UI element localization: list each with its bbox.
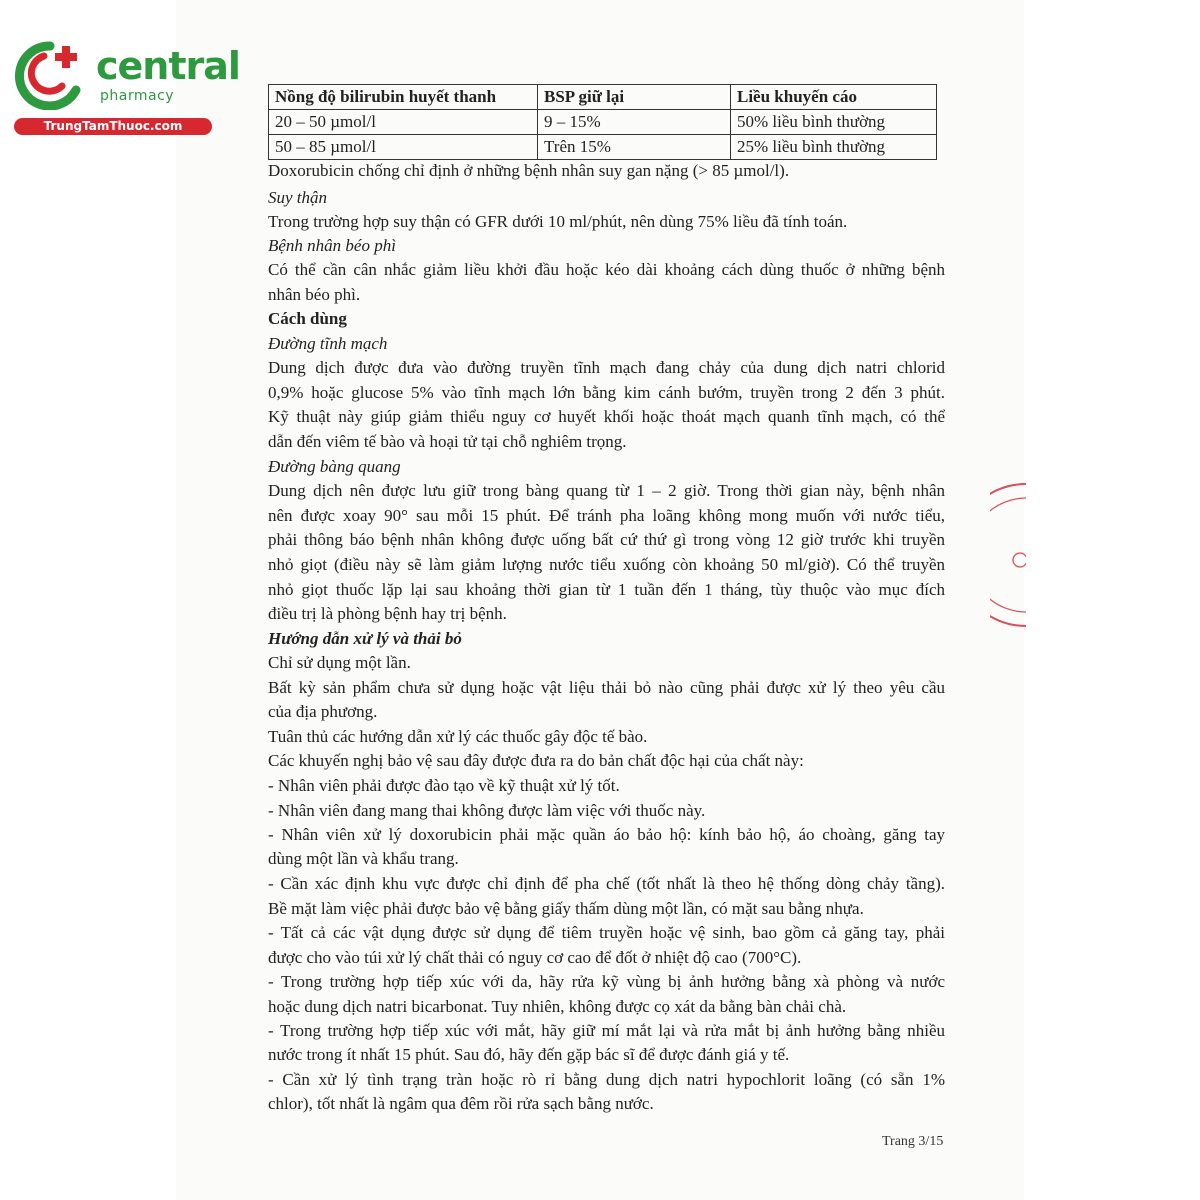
table-cell: 50% liều bình thường: [731, 110, 937, 135]
logo-mark-icon: [10, 38, 86, 110]
section-heading: Hướng dẫn xử lý và thải bỏ: [268, 629, 462, 648]
paragraph-line: 0,9% hoặc glucose 5% vào tĩnh mạch lớn bằng kim cánh bướm, truyền trong 2 đến 3 phút.: [268, 383, 945, 402]
paragraph-line: phải thông báo bệnh nhân không được uống bất cứ thứ gì trong vòng 12 giờ trước khi truyền: [268, 530, 945, 549]
paragraph-line: Dung dịch nên được lưu giữ trong bàng quang từ 1 – 2 giờ. Trong thời gian này, bệnh nhân: [268, 481, 945, 500]
paragraph-line: hoặc dung dịch natri bicarbonat. Tuy nhiên, không được cọ xát da bằng bàn chải chà.: [268, 997, 847, 1016]
table-header-row: [269, 85, 937, 110]
table-row: [269, 135, 937, 160]
table-cell: 50 – 85 µmol/l: [269, 135, 538, 160]
page-number: Trang 3/15: [882, 1134, 944, 1149]
central-pharmacy-logo[interactable]: [10, 38, 240, 136]
paragraph-line: nhỏ giọt (điều này sẽ làm giảm lượng nước tiểu xuống còn khoảng 50 ml/giờ). Có thể truyền: [268, 555, 945, 574]
paragraph-line: Bất kỳ sản phẩm chưa sử dụng hoặc vật liệu thải bỏ nào cũng phải được xử lý theo yêu cầu: [268, 678, 945, 697]
table-cell: Trên 15%: [538, 135, 731, 160]
logo-subtitle: pharmacy: [100, 88, 175, 104]
table-cell: 20 – 50 µmol/l: [269, 110, 538, 135]
section-heading: Cách dùng: [268, 309, 347, 328]
paragraph-line: Dung dịch được đưa vào đường truyền tĩnh mạch đang chảy của dung dịch natri chlorid: [268, 358, 945, 377]
paragraph-line: Các khuyến nghị bảo vệ sau đây được đưa ra do bản chất độc hại của chất này:: [268, 751, 804, 770]
section-subheading: Đường tĩnh mạch: [268, 334, 388, 353]
list-item: - Trong trường hợp tiếp xúc với mắt, hãy giữ mí mắt lại và rửa mắt bị ảnh hưởng bằng nhiều: [268, 1021, 945, 1040]
list-item: - Cần xử lý tình trạng tràn hoặc rò rỉ bằng dung dịch natri hypochlorit loãng (có sẵn 1%: [268, 1070, 945, 1089]
logo-name: central: [96, 44, 240, 88]
table-row: [269, 110, 937, 135]
paragraph-line: Chỉ sử dụng một lần.: [268, 653, 411, 672]
paragraph-line: Tuân thủ các hướng dẫn xử lý các thuốc gây độc tế bào.: [268, 727, 648, 746]
paragraph-line: Doxorubicin chống chỉ định ở những bệnh nhân suy gan nặng (> 85 µmol/l).: [268, 161, 790, 180]
paragraph-line: của địa phương.: [268, 702, 378, 721]
table-header-cell: Nồng độ bilirubin huyết thanh: [269, 85, 538, 110]
section-subheading: Đường bàng quang: [268, 457, 401, 476]
paragraph-line: Bề mặt làm việc phải được bảo vệ bằng giấy thấm dùng một lần, có mặt sau bằng nhựa.: [268, 899, 864, 918]
paragraph-line: nước trong ít nhất 15 phút. Sau đó, hãy đến gặp bác sĩ để được đánh giá y tế.: [268, 1045, 790, 1064]
table-cell: 25% liều bình thường: [731, 135, 937, 160]
paragraph-line: nên được xoay 90° sau mỗi 15 phút. Để tránh pha loãng không mong muốn với nước tiểu,: [268, 506, 945, 525]
list-item: - Tất cả các vật dụng được sử dụng để tiêm truyền hoặc vệ sinh, bao gồm cả găng tay, phải: [268, 923, 945, 942]
paragraph-line: Trong trường hợp suy thận có GFR dưới 10 ml/phút, nên dùng 75% liều đã tính toán.: [268, 212, 848, 231]
paragraph-line: được cho vào túi xử lý chất thải có nguy cơ cao để đốt ở nhiệt độ cao (700°C).: [268, 948, 802, 967]
stamp-mark-icon: [990, 480, 1026, 630]
paragraph-line: Kỹ thuật này giúp giảm thiểu nguy cơ huyết khối hoặc thoát mạch quanh tĩnh mạch, có thể: [268, 407, 945, 426]
table-cell: 9 – 15%: [538, 110, 731, 135]
bilirubin-dose-table: [268, 84, 937, 160]
section-subheading: Suy thận: [268, 188, 328, 207]
paragraph-line: dẫn đến viêm tế bào và hoại tử tại chỗ nghiêm trọng.: [268, 432, 627, 451]
paragraph-line: Có thể cần cân nhắc giảm liều khởi đầu hoặc kéo dài khoảng cách dùng thuốc ở những bệnh: [268, 260, 945, 279]
table-header-cell: Liều khuyến cáo: [731, 85, 937, 110]
paragraph-line: dùng một lần và khẩu trang.: [268, 849, 459, 868]
table-header-cell: BSP giữ lại: [538, 85, 731, 110]
list-item: - Cần xác định khu vực được chỉ định để pha chế (tốt nhất là theo hệ thống dòng chảy tầng).: [268, 874, 945, 893]
list-item: - Nhân viên đang mang thai không được làm việc với thuốc này.: [268, 801, 706, 820]
paragraph-line: chlor), tốt nhất là ngâm qua đêm rồi rửa sạch bằng nước.: [268, 1094, 654, 1113]
list-item: - Trong trường hợp tiếp xúc với da, hãy rửa kỹ vùng bị ảnh hưởng bằng xà phòng và nước: [268, 972, 945, 991]
paragraph-line: điều trị là phòng bệnh hay trị bệnh.: [268, 604, 507, 623]
paragraph-line: nhân béo phì.: [268, 285, 361, 304]
list-item: - Nhân viên phải được đào tạo về kỹ thuật xử lý tốt.: [268, 776, 620, 795]
paragraph-line: nhỏ giọt thuốc lặp lại sau khoảng thời gian từ 1 tuần đến 1 tháng, tùy thuộc vào mục đích: [268, 580, 945, 599]
list-item: - Nhân viên xử lý doxorubicin phải mặc quần áo bảo hộ: kính bảo hộ, áo choàng, găng tay: [268, 825, 945, 844]
logo-url-badge: TrungTamThuoc.com: [14, 118, 212, 135]
section-subheading: Bệnh nhân béo phì: [268, 236, 396, 255]
